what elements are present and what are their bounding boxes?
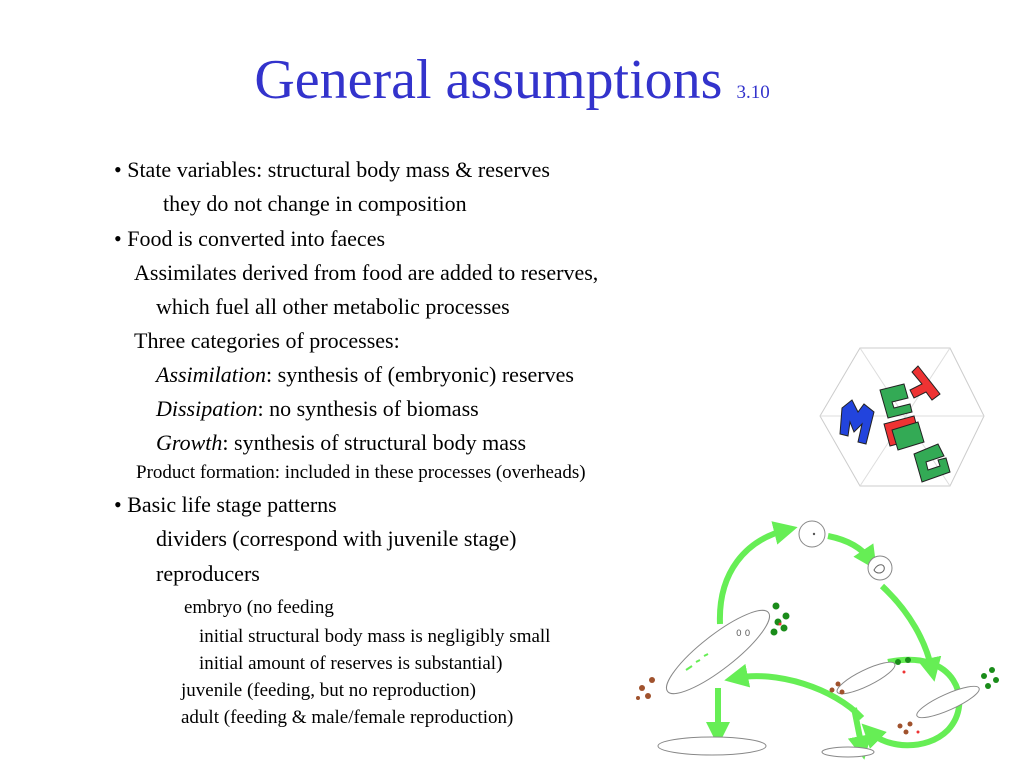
line-dissipation — [156, 396, 479, 421]
line-structural-mass-small: initial structural body mass is negligibly small — [199, 626, 551, 647]
reserve-dot-icon — [783, 613, 790, 620]
deb-logo — [818, 346, 986, 488]
egg-nucleus-icon — [813, 533, 815, 535]
reserve-dot-icon — [985, 683, 991, 689]
reserve-dot-icon — [981, 673, 987, 679]
term-dissipation: Dissipation — [156, 396, 258, 421]
food-particle-icon — [639, 685, 645, 691]
food-particle-icon — [898, 724, 903, 729]
logo-letter-g — [914, 444, 950, 482]
line-growth — [156, 430, 526, 455]
line-juvenile: juvenile (feeding, but no reproduction) — [181, 680, 476, 701]
food-particle-icon — [836, 682, 841, 687]
cycle-arrow-egg-to-egg2 — [828, 536, 870, 560]
offspring-organism-icon — [658, 737, 766, 755]
line-assimilation — [156, 362, 574, 387]
logo-letter-m — [840, 400, 874, 444]
cycle-arrow-embryo-to-egg — [720, 530, 786, 624]
line-dividers: dividers (correspond with juvenile stage) — [156, 526, 517, 551]
line-assimilates: Assimilates derived from food are added to reserves, — [134, 260, 599, 285]
reserve-dot-icon — [905, 657, 911, 663]
reserve-dot-icon — [993, 677, 999, 683]
food-particle-icon — [840, 690, 845, 695]
reserve-dot-icon — [773, 603, 780, 610]
line-embryo: embryo (no feeding — [184, 597, 334, 618]
food-particle-icon — [904, 730, 909, 735]
line-adult: adult (feeding & male/female reproduction) — [181, 707, 514, 728]
line-reproducers: reproducers — [156, 561, 260, 586]
title-text: General assumptions — [254, 49, 723, 111]
red-dot-icon — [903, 671, 906, 674]
line-no-composition-change: they do not change in composition — [163, 191, 467, 216]
food-particle-icon — [649, 677, 655, 683]
line-three-categories: Three categories of processes: — [134, 328, 400, 353]
dissipation-definition: : no synthesis of biomass — [257, 396, 479, 421]
reserve-dot-icon — [781, 625, 788, 632]
term-growth: Growth — [156, 430, 223, 455]
slide-number: 3.10 — [736, 82, 770, 103]
bullet-food-faeces: • Food is converted into faeces — [114, 226, 386, 251]
line-reserves-substantial: initial amount of reserves is substantial) — [199, 653, 503, 674]
egg-icon — [799, 521, 825, 547]
food-particle-icon — [645, 693, 651, 699]
food-particle-icon — [636, 696, 640, 700]
growth-definition: : synthesis of structural body mass — [222, 430, 527, 455]
red-dot-icon — [917, 731, 920, 734]
logo-letter-e — [880, 384, 912, 418]
line-product-formation: Product formation: included in these processes (overheads) — [136, 462, 586, 483]
reserve-dot-icon — [989, 667, 995, 673]
food-particle-icon — [830, 688, 835, 693]
term-assimilation: Assimilation — [156, 362, 267, 387]
adult-organism-icon — [914, 681, 983, 723]
slide-title — [0, 49, 1024, 111]
life-cycle-diagram — [626, 512, 1024, 768]
line-fuel-processes: which fuel all other metabolic processes — [156, 294, 510, 319]
reserve-dot-icon — [895, 659, 901, 665]
reserve-dot-icon — [771, 629, 778, 636]
svg-text:0 0: 0 0 — [736, 629, 751, 639]
red-dot-icon — [779, 623, 782, 626]
food-particle-icon — [908, 722, 913, 727]
bullet-state-variables: • State variables: structural body mass & reserves — [114, 157, 550, 182]
assimilation-definition: : synthesis of (embryonic) reserves — [266, 362, 574, 387]
offspring-organism-icon — [822, 747, 874, 757]
bullet-life-stage-patterns: • Basic life stage patterns — [114, 492, 337, 517]
egg-embryo-icon — [868, 556, 892, 580]
